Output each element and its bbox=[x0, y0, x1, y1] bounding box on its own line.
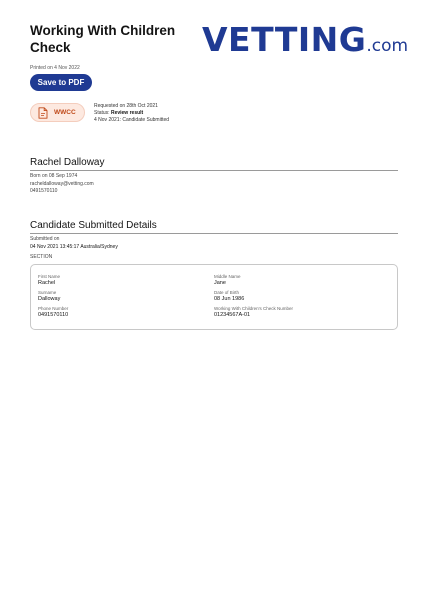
status-value: Review result bbox=[110, 110, 144, 116]
field-first-name bbox=[38, 274, 60, 287]
field-surname bbox=[38, 290, 60, 303]
submitted-value: 04 Nov 2021 13:45:17 Australia/Sydney bbox=[30, 243, 118, 250]
field-label: Date of Birth bbox=[214, 290, 240, 295]
vetting-logo bbox=[202, 22, 408, 58]
page-title: Working With Children Check bbox=[30, 23, 176, 55]
field-value: Rachel bbox=[38, 280, 56, 286]
status-line bbox=[94, 110, 169, 117]
badge-label: WWCC bbox=[54, 109, 76, 116]
submitted-details-heading: Candidate Submitted Details bbox=[30, 220, 398, 234]
details-card bbox=[30, 264, 398, 330]
save-to-pdf-button[interactable]: Save to PDF bbox=[30, 74, 92, 91]
request-status bbox=[94, 103, 169, 124]
field-wwcc-number bbox=[214, 306, 293, 319]
section-label: SECTION bbox=[30, 254, 53, 260]
field-label: Working With Children's Check Number bbox=[214, 306, 294, 311]
candidate-born: Born on 08 Sep 1974 bbox=[30, 173, 78, 179]
field-middle-name bbox=[214, 274, 241, 287]
requested-date: Requested on 28th Oct 2021 bbox=[94, 103, 158, 109]
printed-date: Printed on 4 Nov 2022 bbox=[30, 65, 80, 71]
field-label: Phone Number bbox=[38, 306, 69, 311]
status-history: 4 Nov 2021: Candidate Submitted bbox=[94, 117, 170, 123]
candidate-phone: 0491570110 bbox=[30, 188, 58, 194]
field-value: 08 Jun 1986 bbox=[214, 296, 245, 302]
field-date-of-birth bbox=[214, 290, 244, 303]
field-value: 0491570110 bbox=[38, 312, 69, 318]
status-prefix: Status: bbox=[94, 110, 110, 116]
field-value: Jane bbox=[214, 280, 226, 286]
field-label: First Name bbox=[38, 274, 61, 279]
field-label: Surname bbox=[38, 290, 57, 295]
document-icon bbox=[38, 107, 48, 119]
field-value: Dalloway bbox=[38, 296, 61, 302]
candidate-name: Rachel Dalloway bbox=[30, 157, 398, 171]
candidate-info bbox=[30, 173, 94, 196]
logo-suffix: .com bbox=[366, 36, 409, 56]
submitted-label: Submitted on bbox=[30, 236, 60, 242]
logo-main: VETTING bbox=[202, 20, 367, 59]
field-value: 01234567A-01 bbox=[214, 312, 251, 318]
field-label: Middle Name bbox=[214, 274, 241, 279]
submitted-info bbox=[30, 236, 118, 251]
field-phone-number bbox=[38, 306, 68, 319]
candidate-email[interactable]: racheldalloway@vetting.com bbox=[30, 180, 94, 187]
wwcc-badge bbox=[30, 103, 85, 122]
